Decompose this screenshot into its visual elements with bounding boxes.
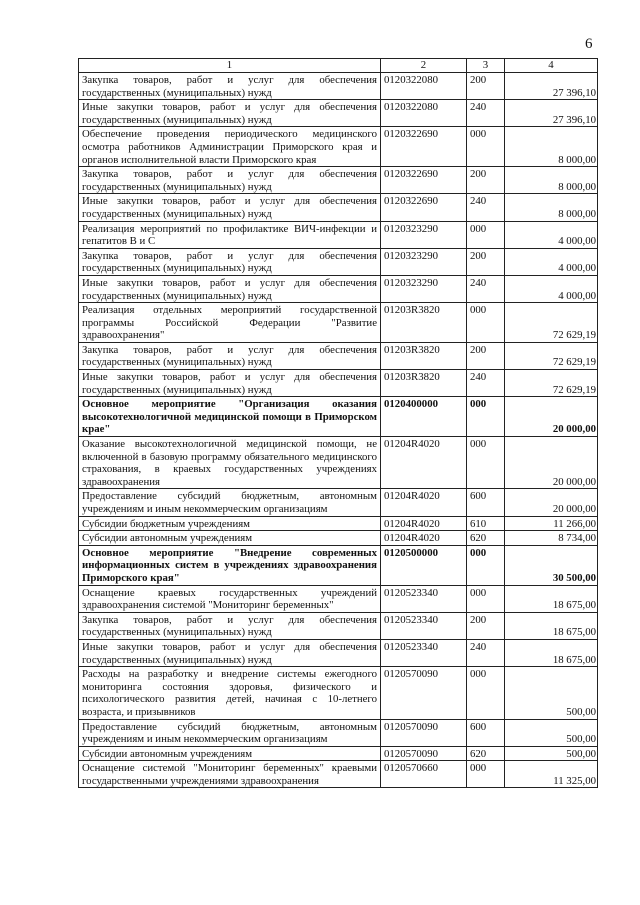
row-name-cell: Закупка товаров, работ и услуг для обеспечения государственных (муниципальных) нужд	[79, 248, 381, 275]
row-type-cell: 000	[467, 221, 505, 248]
row-amount-cell: 11 266,00	[505, 516, 598, 531]
table-row	[79, 100, 598, 127]
row-amount-cell: 27 396,10	[505, 100, 598, 127]
row-name-cell: Реализация мероприятий по профилактике ВИЧ-инфекции и гепатитов В и С	[79, 221, 381, 248]
row-code-cell: 0120570090	[381, 746, 467, 761]
header-col-1: 1	[79, 59, 381, 73]
table-header-row	[79, 59, 598, 73]
row-amount-cell: 8 000,00	[505, 167, 598, 194]
row-type-cell: 000	[467, 437, 505, 489]
row-amount-cell: 20 000,00	[505, 397, 598, 437]
row-code-cell: 0120500000	[381, 545, 467, 585]
row-name-cell: Оснащение краевых государственных учреждений здравоохранения системой "Мониторинг беременных"	[79, 585, 381, 612]
table-row	[79, 248, 598, 275]
row-code-cell: 0120322080	[381, 73, 467, 100]
row-name-cell: Иные закупки товаров, работ и услуг для обеспечения государственных (муниципальных) нужд	[79, 100, 381, 127]
table-row	[79, 342, 598, 369]
row-name-cell: Оказание высокотехнологичной медицинской помощи, не включенной в базовую программу обязательного медицинского страхования, в краевых государственных учреждениях здравоохранения	[79, 437, 381, 489]
row-name-cell: Иные закупки товаров, работ и услуг для обеспечения государственных (муниципальных) нужд	[79, 194, 381, 221]
row-code-cell: 0120570660	[381, 761, 467, 788]
row-name-cell: Основное мероприятие "Организация оказания высокотехнологичной медицинской помощи в Приморском крае"	[79, 397, 381, 437]
table-row	[79, 127, 598, 167]
row-name-cell: Субсидии бюджетным учреждениям	[79, 516, 381, 531]
row-name-cell: Обеспечение проведения периодического медицинского осмотра работников Администрации Приморского края и органов исполнительной власти Приморского края	[79, 127, 381, 167]
row-type-cell: 240	[467, 370, 505, 397]
row-name-cell: Субсидии автономным учреждениям	[79, 746, 381, 761]
row-name-cell: Расходы на разработку и внедрение системы ежегодного мониторинга состояния здоровья, физического и психологического развития детей, начиная с 10-летнего возраста, и призывников	[79, 667, 381, 719]
row-amount-cell: 4 000,00	[505, 221, 598, 248]
row-code-cell: 0120322690	[381, 194, 467, 221]
table-row	[79, 516, 598, 531]
row-amount-cell: 500,00	[505, 719, 598, 746]
row-type-cell: 240	[467, 100, 505, 127]
row-code-cell: 0120323290	[381, 248, 467, 275]
table-row	[79, 73, 598, 100]
row-amount-cell: 30 500,00	[505, 545, 598, 585]
row-amount-cell: 500,00	[505, 746, 598, 761]
row-code-cell: 0120523340	[381, 639, 467, 666]
table-row	[79, 221, 598, 248]
table-row	[79, 167, 598, 194]
row-code-cell: 0120400000	[381, 397, 467, 437]
row-amount-cell: 18 675,00	[505, 585, 598, 612]
row-name-cell: Субсидии автономным учреждениям	[79, 531, 381, 546]
row-amount-cell: 8 000,00	[505, 127, 598, 167]
row-type-cell: 200	[467, 612, 505, 639]
row-name-cell: Предоставление субсидий бюджетным, автономным учреждениям и иным некоммерческим организациям	[79, 489, 381, 516]
table-row	[79, 585, 598, 612]
row-amount-cell: 20 000,00	[505, 489, 598, 516]
row-type-cell: 610	[467, 516, 505, 531]
row-name-cell: Закупка товаров, работ и услуг для обеспечения государственных (муниципальных) нужд	[79, 167, 381, 194]
table-row	[79, 275, 598, 302]
header-col-4: 4	[505, 59, 598, 73]
table-row	[79, 761, 598, 788]
table-row	[79, 612, 598, 639]
row-name-cell: Закупка товаров, работ и услуг для обеспечения государственных (муниципальных) нужд	[79, 73, 381, 100]
row-type-cell: 620	[467, 746, 505, 761]
row-amount-cell: 8 734,00	[505, 531, 598, 546]
row-code-cell: 01204R4020	[381, 531, 467, 546]
row-name-cell: Реализация отдельных мероприятий государственной программы Российской Федерации "Развитие здравоохранения"	[79, 303, 381, 343]
table-row	[79, 437, 598, 489]
row-type-cell: 240	[467, 275, 505, 302]
row-name-cell: Оснащение системой "Мониторинг беременных" краевыми государственными учреждениями здравоохранения	[79, 761, 381, 788]
header-col-3: 3	[467, 59, 505, 73]
row-type-cell: 000	[467, 127, 505, 167]
table-row	[79, 370, 598, 397]
row-name-cell: Иные закупки товаров, работ и услуг для обеспечения государственных (муниципальных) нужд	[79, 275, 381, 302]
table-row	[79, 194, 598, 221]
row-code-cell: 0120323290	[381, 221, 467, 248]
table-row	[79, 303, 598, 343]
row-code-cell: 0120523340	[381, 612, 467, 639]
row-name-cell: Основное мероприятие "Внедрение современных информационных систем в учреждениях здравоохранения Приморского края"	[79, 545, 381, 585]
row-code-cell: 0120570090	[381, 719, 467, 746]
row-amount-cell: 20 000,00	[505, 437, 598, 489]
row-type-cell: 000	[467, 585, 505, 612]
row-type-cell: 200	[467, 248, 505, 275]
row-code-cell: 01203R3820	[381, 303, 467, 343]
row-amount-cell: 500,00	[505, 667, 598, 719]
row-amount-cell: 72 629,19	[505, 370, 598, 397]
row-type-cell: 600	[467, 489, 505, 516]
row-code-cell: 01204R4020	[381, 489, 467, 516]
row-code-cell: 0120322690	[381, 167, 467, 194]
table-row	[79, 639, 598, 666]
row-name-cell: Иные закупки товаров, работ и услуг для обеспечения государственных (муниципальных) нужд	[79, 370, 381, 397]
row-amount-cell: 4 000,00	[505, 248, 598, 275]
row-code-cell: 0120323290	[381, 275, 467, 302]
row-amount-cell: 11 325,00	[505, 761, 598, 788]
table-row	[79, 531, 598, 546]
row-type-cell: 240	[467, 194, 505, 221]
row-amount-cell: 8 000,00	[505, 194, 598, 221]
budget-table	[78, 58, 598, 788]
row-code-cell: 0120570090	[381, 667, 467, 719]
row-code-cell: 01204R4020	[381, 437, 467, 489]
row-code-cell: 01203R3820	[381, 342, 467, 369]
page-number: 6	[585, 36, 593, 52]
row-code-cell: 0120322080	[381, 100, 467, 127]
row-amount-cell: 72 629,19	[505, 303, 598, 343]
table-row	[79, 489, 598, 516]
table-row	[79, 719, 598, 746]
row-name-cell: Предоставление субсидий бюджетным, автономным учреждениям и иным некоммерческим организациям	[79, 719, 381, 746]
table-row	[79, 667, 598, 719]
row-type-cell: 200	[467, 73, 505, 100]
row-type-cell: 000	[467, 397, 505, 437]
row-type-cell: 000	[467, 761, 505, 788]
row-code-cell: 01203R3820	[381, 370, 467, 397]
table-row	[79, 746, 598, 761]
row-code-cell: 0120523340	[381, 585, 467, 612]
row-type-cell: 600	[467, 719, 505, 746]
row-amount-cell: 18 675,00	[505, 639, 598, 666]
row-type-cell: 000	[467, 667, 505, 719]
row-code-cell: 01204R4020	[381, 516, 467, 531]
row-name-cell: Закупка товаров, работ и услуг для обеспечения государственных (муниципальных) нужд	[79, 612, 381, 639]
table-row	[79, 545, 598, 585]
row-type-cell: 000	[467, 545, 505, 585]
row-amount-cell: 27 396,10	[505, 73, 598, 100]
row-type-cell: 620	[467, 531, 505, 546]
row-name-cell: Закупка товаров, работ и услуг для обеспечения государственных (муниципальных) нужд	[79, 342, 381, 369]
row-type-cell: 000	[467, 303, 505, 343]
row-type-cell: 240	[467, 639, 505, 666]
table-body	[79, 59, 598, 788]
header-col-2: 2	[381, 59, 467, 73]
row-type-cell: 200	[467, 342, 505, 369]
row-amount-cell: 4 000,00	[505, 275, 598, 302]
row-amount-cell: 72 629,19	[505, 342, 598, 369]
row-name-cell: Иные закупки товаров, работ и услуг для обеспечения государственных (муниципальных) нужд	[79, 639, 381, 666]
table-row	[79, 397, 598, 437]
row-amount-cell: 18 675,00	[505, 612, 598, 639]
row-type-cell: 200	[467, 167, 505, 194]
row-code-cell: 0120322690	[381, 127, 467, 167]
